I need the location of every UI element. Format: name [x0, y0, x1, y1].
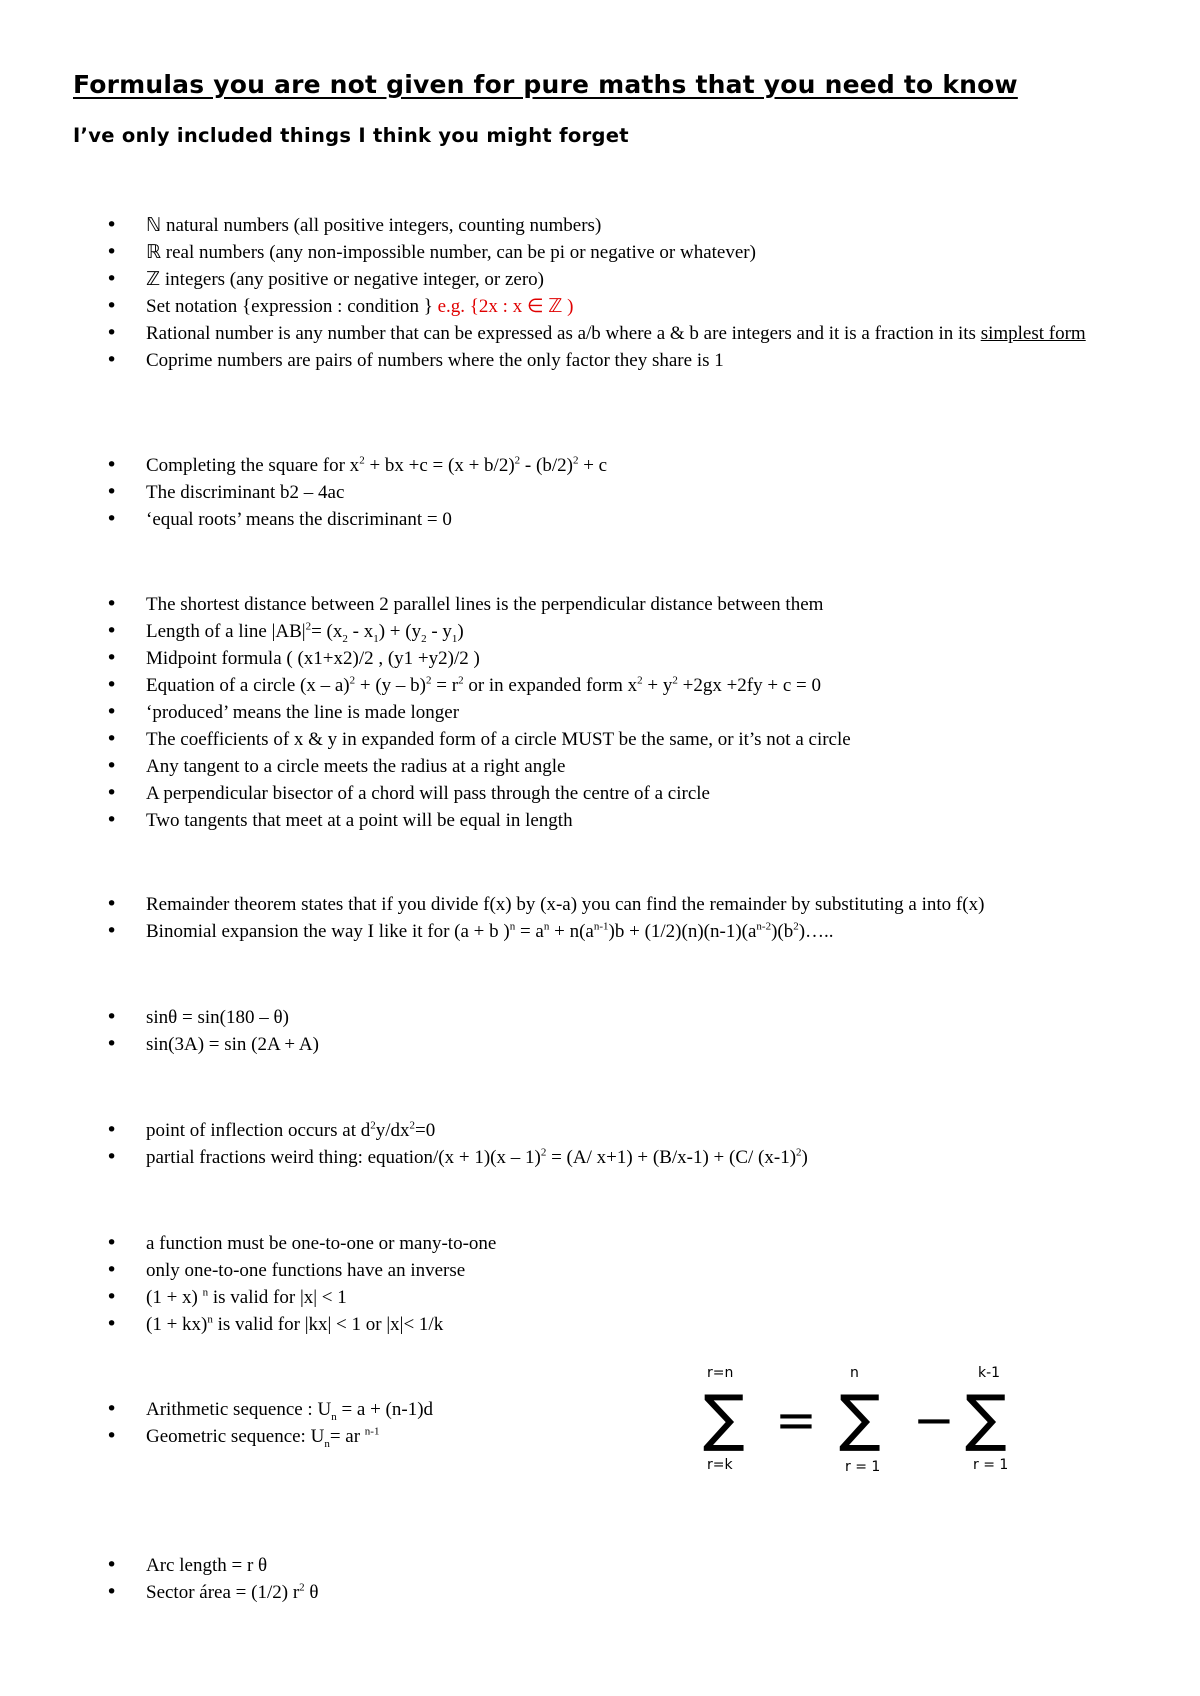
list-item: • A perpendicular bisector of a chord will pass through the centre of a circle — [0, 780, 1126, 807]
equals-sign: = — [775, 1391, 817, 1449]
list-item: • ‘equal roots’ means the discriminant = 0 — [0, 506, 1126, 533]
sigma-symbol: ∑ — [965, 1381, 1007, 1454]
list-item: • a function must be one-to-one or many-to-one — [0, 1230, 1126, 1257]
list-item: • The discriminant b2 – 4ac — [0, 479, 1126, 506]
list-item: • Any tangent to a circle meets the radius at a right angle — [0, 753, 1126, 780]
list-calculus — [0, 1117, 1126, 1171]
list-quadratics — [0, 452, 1126, 533]
list-item: • Rational number is any number that can be expressed as a/b where a & b are integers and it is a fraction in its simplest form — [0, 320, 1126, 347]
list-geometry — [0, 591, 1126, 834]
list-item: • (1 + x) $^n$ is valid for |x| < 1 — [0, 1284, 1126, 1311]
list-item: • sin(3A) = sin (2A + A) — [0, 1031, 1126, 1058]
sum-1-lower-limit: r=k — [707, 1457, 733, 1473]
list-item: • ‘produced’ means the line is made longer — [0, 699, 1126, 726]
list-item: • only one-to-one functions have an inverse — [0, 1257, 1126, 1284]
sum-2-lower-limit: r = 1 — [845, 1459, 881, 1475]
list-item: • ℕ natural numbers (all positive integers, counting numbers) — [0, 212, 1126, 239]
list-item: • Sector área = (1/2) $r^2$ θ — [0, 1579, 1126, 1606]
list-item: • Set notation {expression : condition } e.g. {2x : x ∈ ℤ ) — [0, 293, 1126, 320]
list-item: • Coprime numbers are pairs of numbers where the only factor they share is 1 — [0, 347, 1126, 374]
list-item: • sinθ = sin(180 – θ) — [0, 1004, 1126, 1031]
list-number-sets — [0, 212, 1126, 374]
sum-3-upper-limit: k-1 — [978, 1365, 1001, 1381]
page-title: Formulas you are not given for pure maths that you need to know — [73, 70, 1018, 99]
list-item: • The coefficients of x & y in expanded form of a circle MUST be the same, or it’s not a circle — [0, 726, 1126, 753]
list-item: • ℤ integers (any positive or negative integer, or zero) — [0, 266, 1126, 293]
list-item: • Two tangents that meet at a point will be equal in length — [0, 807, 1126, 834]
list-item: • ℝ real numbers (any non-impossible number, can be pi or negative or whatever) — [0, 239, 1126, 266]
list-item: • Binomial expansion the way I like it for (a + b )$^n = a^n + n(a^{n-1})b$ + $(1/2)(n)(n-1)(a^{n-2})(b^2)\dots$.. — [0, 918, 1126, 945]
list-circle-measures — [0, 1552, 1126, 1606]
sigma-symbol: ∑ — [703, 1381, 745, 1454]
set-notation-example: e.g. {2x : x ∈ ℤ ) — [437, 296, 574, 317]
sum-2-upper-limit: n — [850, 1365, 859, 1381]
list-item: • Arc length = r θ — [0, 1552, 1126, 1579]
list-functions — [0, 1230, 1126, 1338]
sigma-symbol: ∑ — [839, 1381, 881, 1454]
list-item: • (1 + kx)$^n$ is valid for |kx| < 1 or |x|< 1/k — [0, 1311, 1126, 1338]
list-trig — [0, 1004, 1126, 1058]
minus-sign: − — [913, 1391, 955, 1449]
list-item: • Length of a line $|AB|^2= (x_2 - x_1) + (y_2 - y_1)$ — [0, 618, 1126, 645]
list-item: • The shortest distance between 2 parallel lines is the perpendicular distance between them — [0, 591, 1126, 618]
list-item: • Completing the square for $x^2$ + bx $+c = (x + b/2)^2 - (b/2)^2 + c$ — [0, 452, 1126, 479]
list-item: • partial fractions weird thing: equation/(x + 1)(x – 1)$^2$ = (A/ x+1) + (B/x-1) + (C/ $(x-1)^2$) — [0, 1144, 1126, 1171]
list-item: • Remainder theorem states that if you divide f(x) by (x-a) you can find the remainder by substituting a into f(x) — [0, 891, 1126, 918]
list-item: • Geometric sequence: $U_n=$ ar $^{n-1}$ — [0, 1423, 1126, 1450]
list-item: • Arithmetic sequence : $U_n = a + (n-1)d$ — [0, 1396, 1126, 1423]
summation-identity — [695, 1365, 1025, 1475]
list-item: • Midpoint formula ( (x1+x2)/2 , (y1 +y2)/2 ) — [0, 645, 1126, 672]
underlined-text: simplest form — [980, 323, 1086, 344]
page-subtitle: I’ve only included things I think you might forget — [73, 124, 629, 147]
list-algebra — [0, 891, 1126, 945]
list-item: • Equation of a circle $(x - a)^2 + (y - b)^2 = r^2$ or in expanded form $x^2 + y^2 +2gx +2fy + c = 0$ — [0, 672, 1126, 699]
sum-3-lower-limit: r = 1 — [973, 1457, 1009, 1473]
list-item: • point of inflection occurs at $d^2y/dx^2=0$ — [0, 1117, 1126, 1144]
sum-1-upper-limit: r=n — [707, 1365, 734, 1381]
